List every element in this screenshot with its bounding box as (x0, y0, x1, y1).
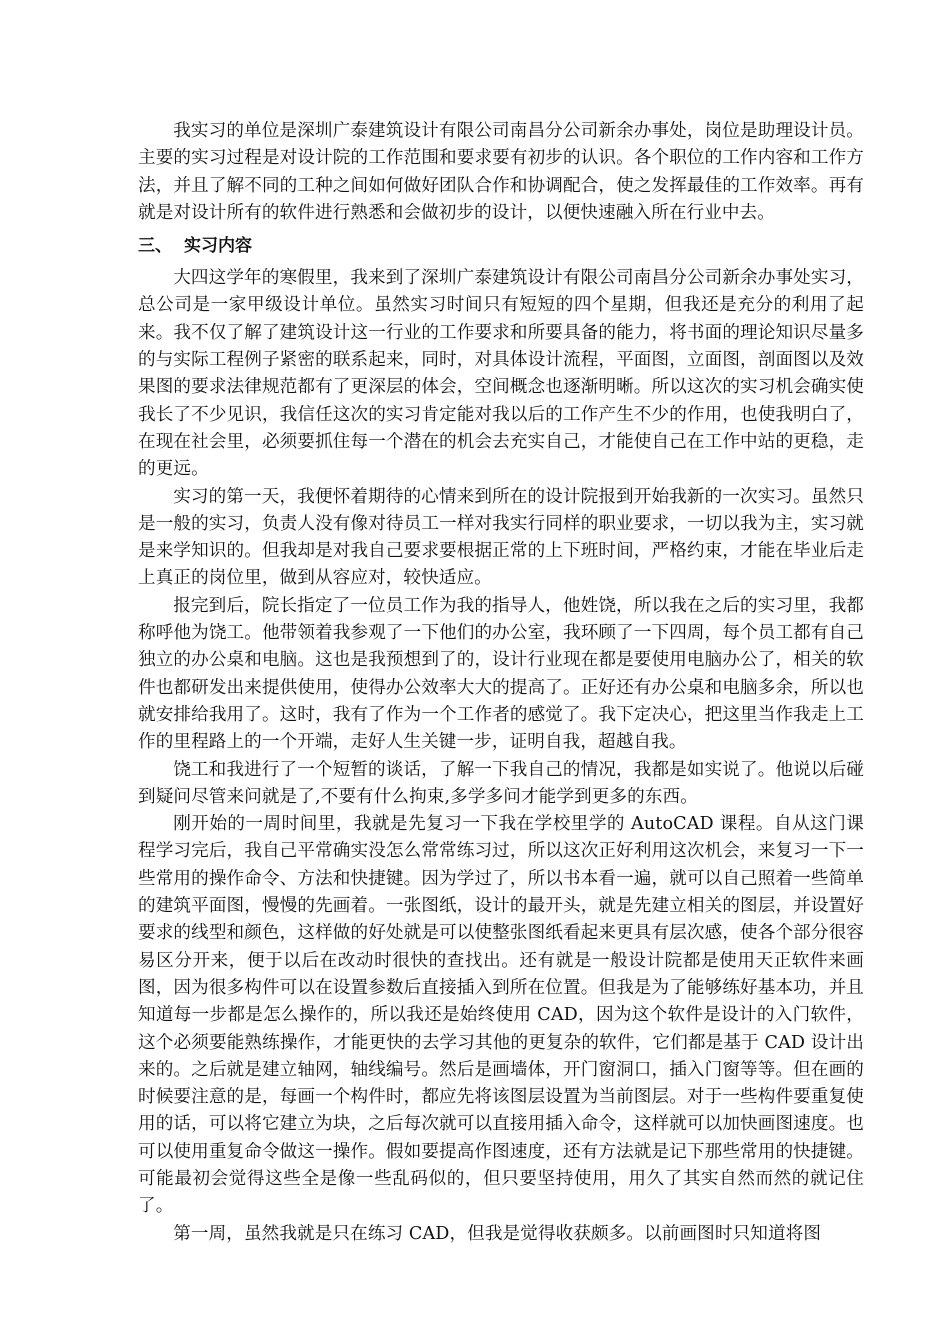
intro-paragraph: 我实习的单位是深圳广泰建筑设计有限公司南昌分公司新余办事处，岗位是助理设计员。主要的实习过程是对设计院的工作范围和要求要有初步的认识。各个职位的工作内容和工作方法，并且了解不同的工种之间如何做好团队合作和协调配合，使之发挥最佳的工作效率。再有就是对设计所有的软件进行熟悉和会做初步的设计，以便快速融入所在行业中去。 (138, 121, 864, 223)
document-page (138, 118, 864, 1248)
section-title: 实习内容 (184, 236, 252, 257)
body-paragraph-6: 第一周，虽然我就是只在练习 CAD，但我是觉得收获颇多。以前画图时只知道将图 (173, 1223, 822, 1244)
body-paragraph-1: 大四这学年的寒假里，我来到了深圳广泰建筑设计有限公司南昌分公司新余办事处实习，总公司是一家甲级设计单位。虽然实习时间只有短短的四个星期，但我还是充分的利用了起来。我不仅了解了建筑设计这一行业的工作要求和所要具备的能力，将书面的理论知识尽量多的与实际工程例子紧密的联系起来，同时，对具体设计流程，平面图，立面图，剖面图以及效果图的要求法律规范都有了更深层的体会，空间概念也逐渐明晰。所以这次的实习机会确实使我长了不少见识，我信任这次的实习肯定能对我以后的工作产生不少的作用，也使我明白了，在现在社会里，必须要抓住每一个潜在的机会去充实自己，才能使自己在工作中站的更稳，走的更远。 (138, 268, 864, 480)
body-paragraph-3: 报完到后，院长指定了一位员工作为我的指导人，他姓饶，所以我在之后的实习里，我都称呼他为饶工。他带领着我参观了一下他们的办公室，我环顾了一下四周，每个员工都有自己独立的办公桌和电脑。这也是我预想到了的，设计行业现在都是要使用电脑办公了，相关的软件也都研发出来提供使用，使得办公效率大大的提高了。正好还有办公桌和电脑多余，所以也就安排给我用了。这时，我有了作为一个工作者的感觉了。我下定决心，把这里当作我走上工作的里程路上的一个开端，走好人生关键一步，证明自我，超越自我。 (138, 595, 864, 753)
body-paragraph-4: 饶工和我进行了一个短暂的谈话，了解一下我自己的情况，我都是如实说了。他说以后碰到疑问尽管来问就是了,不要有什么拘束,多学多问才能学到更多的东西。 (138, 759, 864, 807)
section-heading (138, 231, 864, 261)
body-paragraph-5: 刚开始的一周时间里，我就是先复习一下我在学校里学的 AutoCAD 课程。自从这门课程学习完后，我自己平常确实没怎么常常练习过，所以这次正好利用这次机会，来复习一下一些常用的操作命令、方法和快捷键。因为学过了，所以书本看一遍，就可以自己照着一些简单的建筑平面图，慢慢的先画着。一张图纸，设计的最开头，就是先建立相关的图层，并设置好要求的线型和颜色，这样做的好处就是可以使整张图纸看起来更具有层次感，使各个部分很容易区分开来，便于以后在改动时很快的查找出。还有就是一般设计院都是使用天正软件来画图，因为很多构件可以在设置参数后直接插入到所在位置。但我是为了能够练好基本功，并且知道每一步都是怎么操作的，所以我还是始终使用 CAD，因为这个软件是设计的入门软件，这个必须要能熟练操作，才能更快的去学习其他的更复杂的软件，它们都是基于 CAD 设计出来的。之后就是建立轴网，轴线编号。然后是画墙体，开门窗洞口，插入门窗等等。但在画的时候要注意的是，每画一个构件时，都应先将该图层设置为当前图层。对于一些构件要重复使用的话，可以将它建立为块，之后每次就可以直接用插入命令，这样就可以加快画图速度。也可以使用重复命令做这一操作。假如要提高作图速度，还有方法就是记下那些常用的快捷键。可能最初会觉得这些全是像一些乱码似的，但只要坚持使用，用久了其实自然而然的就记住了。 (138, 814, 864, 1217)
section-number: 三、 (138, 236, 172, 257)
body-paragraph-2: 实习的第一天，我便怀着期待的心情来到所在的设计院报到开始我新的一次实习。虽然只是一般的实习，负责人没有像对待员工一样对我实行同样的职业要求，一切以我为主，实习就是来学知识的。但我却是对我自己要求要根据正常的上下班时间，严格约束，才能在毕业后走上真正的岗位里，做到从容应对，较快适应。 (138, 486, 864, 589)
